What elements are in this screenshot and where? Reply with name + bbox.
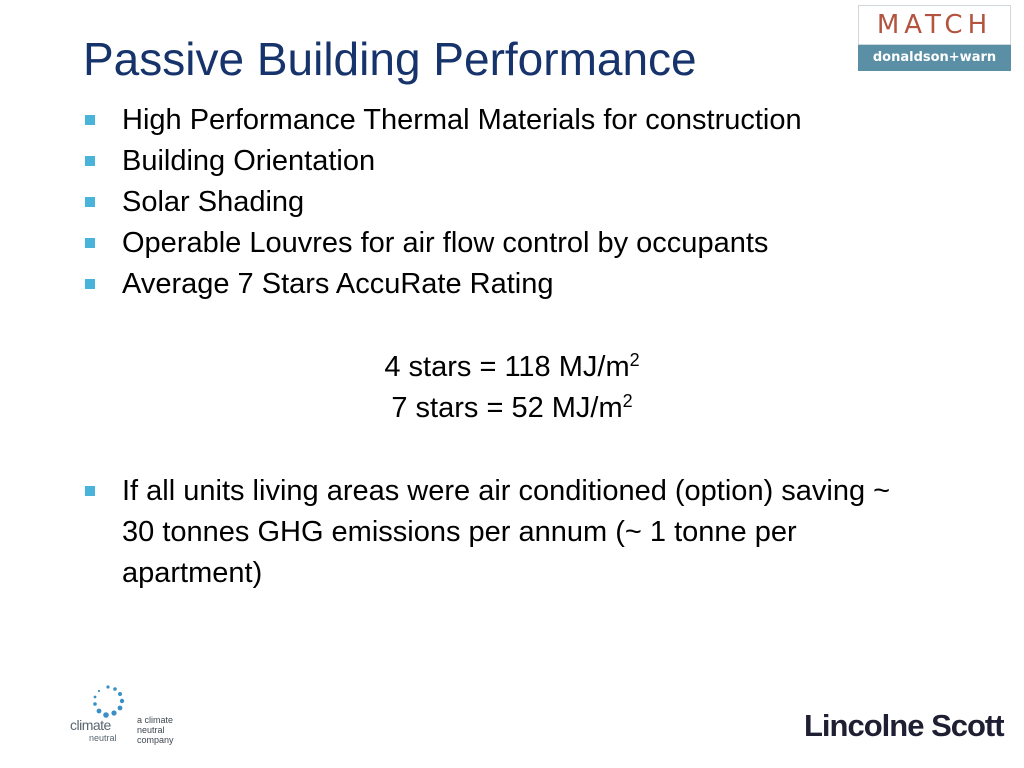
rating-text: 4 stars = 118 MJ/m — [384, 351, 630, 383]
match-wordmark: MATCH — [858, 5, 1011, 45]
bullet-list-secondary — [80, 471, 920, 594]
donaldson-warn-wordmark: donaldson+warn — [858, 45, 1011, 71]
bullet-square-icon — [85, 238, 95, 248]
rating-superscript: 2 — [622, 391, 633, 411]
bullet-square-icon — [85, 197, 95, 207]
rating-text: 7 stars = 52 MJ/m — [391, 392, 623, 424]
list-item — [80, 264, 940, 305]
slide-title: Passive Building Performance — [83, 33, 697, 85]
list-item — [80, 471, 920, 594]
rating-values — [0, 347, 1024, 429]
bullet-square-icon — [85, 156, 95, 166]
bullet-list — [80, 100, 940, 305]
neutral-wordmark: neutral — [89, 733, 117, 743]
bullet-square-icon — [85, 115, 95, 125]
bullet-text: Operable Louvres for air flow control by occupants — [122, 227, 769, 259]
list-item — [80, 223, 940, 264]
match-logo — [858, 5, 1011, 72]
bullet-text: If all units living areas were air conditioned (option) saving ~ 30 tonnes GHG emissions per annum (~ 1 tonne per apartment) — [122, 475, 891, 589]
climate-neutral-logo — [70, 683, 190, 745]
list-item — [80, 182, 940, 223]
rating-line-4-stars — [0, 347, 1024, 388]
bullet-square-icon — [85, 486, 95, 496]
climate-wordmark: climate — [70, 717, 111, 733]
bullet-text: Solar Shading — [122, 186, 305, 218]
lincolne-scott-logo: Lincolne Scott — [804, 708, 1004, 743]
climate-tagline: a climate neutral company — [137, 715, 174, 745]
rating-superscript: 2 — [629, 350, 640, 370]
rating-line-7-stars — [0, 388, 1024, 429]
dotted-circle-icon — [88, 683, 128, 719]
bullet-square-icon — [85, 279, 95, 289]
list-item — [80, 100, 940, 141]
bullet-text: High Performance Thermal Materials for construction — [122, 104, 802, 136]
bullet-text: Building Orientation — [122, 145, 376, 177]
list-item — [80, 141, 940, 182]
bullet-text: Average 7 Stars AccuRate Rating — [122, 268, 554, 300]
